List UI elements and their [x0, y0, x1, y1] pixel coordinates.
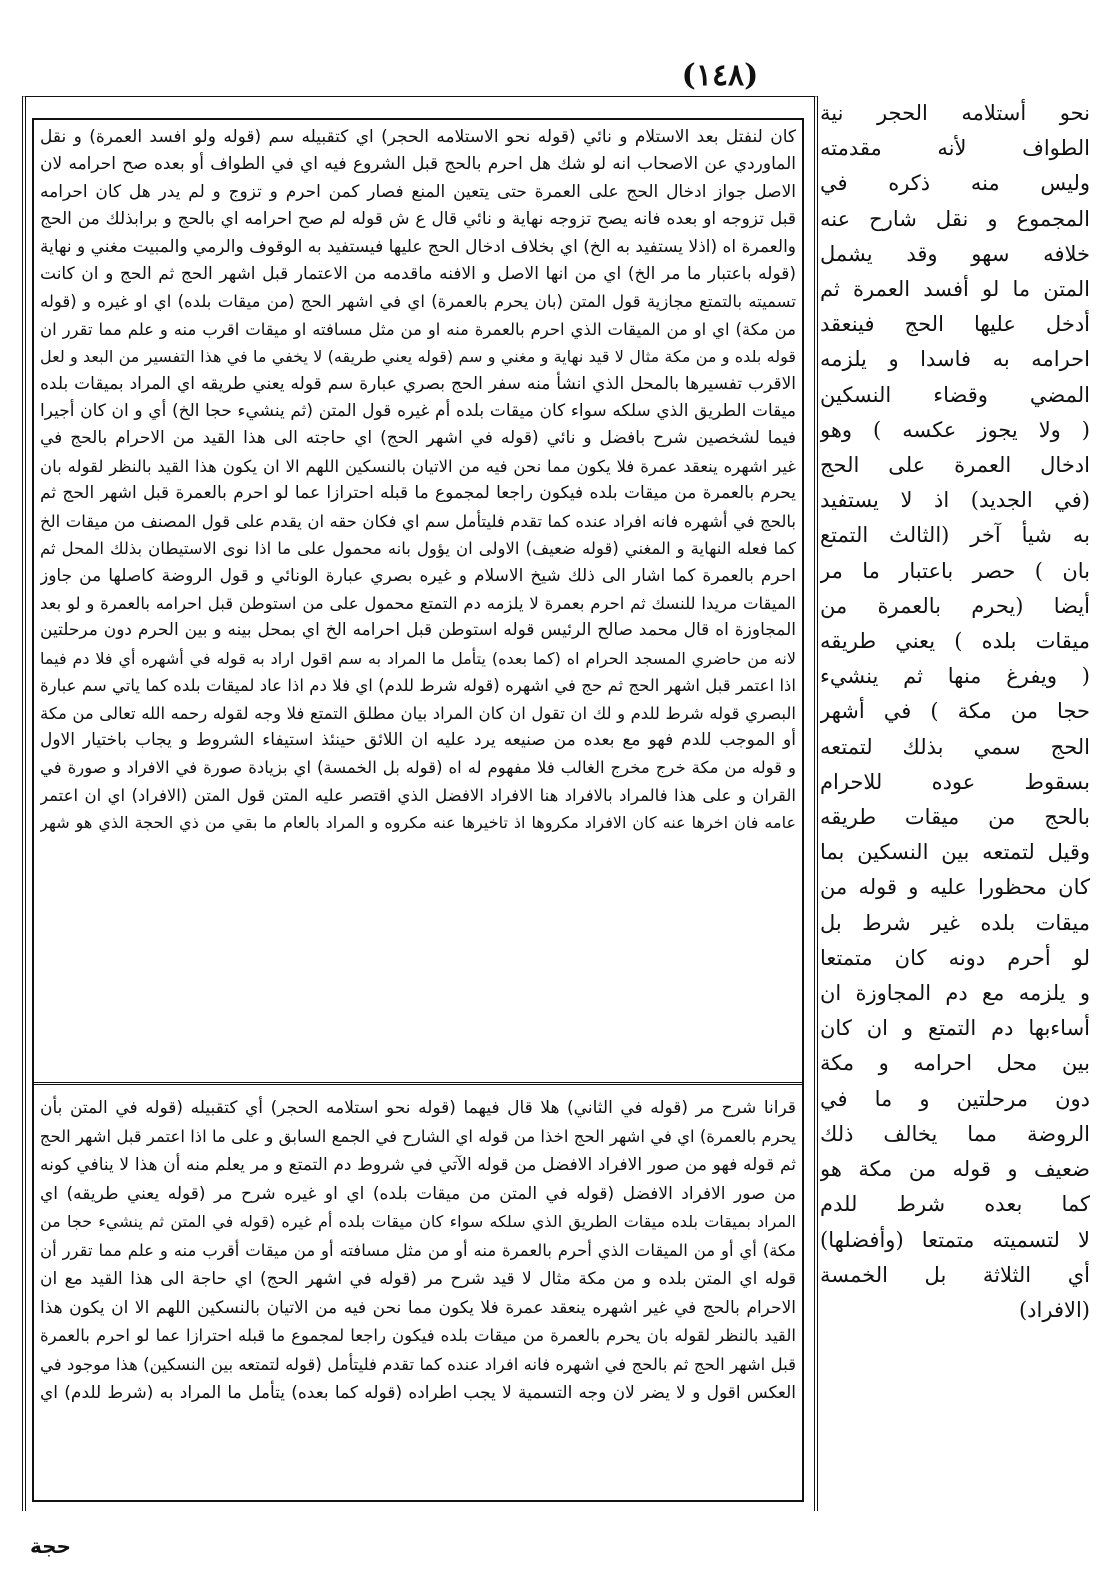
margin-text-line: (في الجديد) اذ لا يستفيد	[820, 488, 1090, 513]
main-text-line: تسميته بالتمتع مجازية قول المتن (بان يحرم بالعمرة) اي في اشهر الحج (من ميقات بلده) اي او غيره و (قوله	[40, 292, 796, 312]
main-text-line: المجاوزة اه قال محمد صالح الرئيس قوله استوطن قبل احرامه الخ اي بمحل بينه و بين الحرم دون مرحلتين	[40, 620, 796, 641]
main-text-line: الاقرب تفسيرها بالمحل الذي انشأ منه سفر الحج بصري عبارة سم قوله يعني طريقه اي المراد بميقات بلده	[40, 373, 796, 394]
footnote-divider	[32, 1082, 804, 1085]
footnote-text-line: قبل اشهر الحج ثم بالحج في اشهره فانه افراد عنده كما تقدم فليتأمل (قوله لتمتعه بين النسكين) هذا موجود في	[40, 1354, 796, 1374]
main-text-line: الميقات مريدا للنسك ثم احرم بعمرة لا يلزمه دم التمتع محمول على من استوطن قبل احرامه بالعمرة و لو بعد	[40, 593, 796, 613]
main-text-line: من مكة) اي او من الميقات الذي احرم بالعمرة منه او من مثل مسافته او ميقات اقرب منه و علم مما تقرر ان	[40, 319, 796, 339]
footnote-commentary	[40, 1094, 796, 1494]
main-text-line: البصري قوله شرط للدم و لك ان تقول ان كان المراد بيان مطلق التمتع فلا وجه لقوله رحمه الله تعالى من مكة	[40, 703, 796, 723]
main-text-line: والعمرة اه (اذلا يستفيد به الخ) اي بخلاف ادخال الحج عليها فيستفيد به الوقوف والرمي والمبيت مغني و نهاية	[40, 236, 796, 257]
margin-text-line: لو أحرم دونه كان متمتعا	[820, 945, 1090, 970]
margin-text-line: بين محل احرامه و مكة	[820, 1051, 1090, 1076]
footnote-text-line: العكس اقول و لا يضر لان وجه التسمية لا يجب اطراده (قوله كما بعده) يتأمل ما المراد به (شرط للدم) اي	[40, 1383, 796, 1403]
main-text-line: أو الموجب للدم فهو مع بعده من صنيعه يرد عليه ان اللائق حينئذ استيفاء الشروط و يجاب باختيار الاول	[40, 729, 796, 750]
margin-text-line: احرامه به فاسدا و يلزمه	[820, 347, 1090, 372]
main-text-line: الماوردي عن الاصحاب انه لو شك هل احرم بالحج قبل الشروع فيه اي في الطواف أو بعده صح احرامه لان	[40, 154, 796, 175]
margin-text-line: الروضة مما يخالف ذلك	[820, 1121, 1090, 1146]
margin-text-line: ( ولا يجوز عكسه ) وهو	[820, 417, 1090, 442]
footnote-text-line: يحرم بالعمرة) اي في اشهر الحج اخذا من قوله اي الشارح في الجمع السابق و على ما اذا اعتمر قبل اشهر الحج	[40, 1126, 796, 1146]
margin-text-line: المضي وقضاء النسكين	[820, 382, 1090, 407]
margin-text-line: نحو أستلامه الحجر نية	[820, 101, 1090, 125]
footnote-text-line: من صور الافراد الافضل (قوله في المتن من ميقات بلده) اي او غيره شرح مر (قوله يعني طريقه) اي	[40, 1183, 796, 1204]
footnote-text-line: مكة) أي أو من الميقات الذي أحرم بالعمرة منه أو من مثل مسافته أو من ميقات أقرب منه و علم مما تقرر أن	[40, 1240, 796, 1260]
margin-text-line: كان محظورا عليه و قوله من	[820, 875, 1090, 900]
footnote-text-line: القيد بالنظر لقوله بان يحرم بالعمرة من ميقات بلده فيكون راجعا لمجموع ما قبله احترازا عما لو احرم بالعمرة	[40, 1326, 796, 1345]
main-text-line: لانه من حاضري المسجد الحرام اه (كما بعده) يتأمل ما المراد به سم اقول اراد به قوله في أشهره أي فلا دم فيما	[40, 648, 796, 668]
margin-text-line: أيضا (يحرم بالعمرة من	[820, 593, 1090, 618]
margin-text-line: ادخال العمرة على الحج	[820, 453, 1090, 478]
margin-text-line: بان ) حصر باعتبار ما مر	[820, 558, 1090, 583]
margin-text-line: المجموع و نقل شارح عنه	[820, 206, 1090, 231]
main-text-line: القران و على هذا فالمراد بالافراد هنا الافراد الافضل الذي اقتصر عليه المتن قول المتن (الافراد) اي ان اعتمر	[40, 785, 796, 805]
main-commentary	[40, 124, 796, 1080]
margin-text-line: أي الثلاثة بل الخمسة	[820, 1262, 1090, 1287]
main-text-line: احرم بالعمرة كما اشار الى ذلك شيخ الاسلام و غيره بصري عبارة الونائي و قول الروضة كاصلها من جاوز	[40, 565, 796, 586]
margin-text-line: أساءبها دم التمتع و ان كان	[820, 1016, 1090, 1041]
margin-text-line: ميقات بلده ) يعني طريقه	[820, 629, 1090, 654]
main-text-line: غير اشهره ينعقد عمرة فلا يكون مما نحن فيه من الاتيان بالنسكين اللهم الا ان يكون هذا القيد بالنظر لقوله بان	[40, 456, 796, 476]
margin-text-line: وقيل لتمتعه بين النسكين بما	[820, 840, 1090, 865]
margin-text-line: الطواف لأنه مقدمته	[820, 136, 1090, 161]
margin-text-line: وليس منه ذكره في	[820, 171, 1090, 196]
footnote-text-line: قوله اي المتن بلده و من مكة مثال لا قيد شرح مر (قوله في اشهر الحج) اي حاجة الى هذا القيد مع ان	[40, 1269, 796, 1289]
page-number: (١٤٨)	[681, 58, 759, 93]
main-text-line: كان لنفتل بعد الاستلام و نائي (قوله نحو الاستلامه الحجر) اي كتقبيله سم (قوله ولو افسد العمرة) و نقل	[40, 127, 796, 147]
footnote-text-line: المراد بميقات بلده ميقات الطريق الذي سلكه سواء كان ميقات بلده أم غيره (قوله في المتن ثم ينشيء حجا من	[40, 1212, 796, 1231]
margin-text-line: كما بعده شرط للدم	[820, 1192, 1090, 1217]
margin-text-line: أدخل عليها الحج فينعقد	[820, 312, 1090, 337]
footnote-text-line: قرانا شرح مر (قوله في الثاني) هلا قال فيهما (قوله نحو استلامه الحجر) أي كتقبيله (قوله في المتن بأن	[40, 1098, 796, 1118]
main-text-line: الاصل جواز ادخال الحج على العمرة حتى يتعين المنع فصار كمن احرم و تزوج و لم يدر هل كان احرامه	[40, 181, 796, 202]
margin-text-line: ضعيف و قوله من مكة هو	[820, 1157, 1090, 1182]
margin-text	[820, 96, 1090, 1516]
margin-text-line: دون مرحلتين و ما في	[820, 1086, 1090, 1111]
margin-text-line: المتن ما لو أفسد العمرة ثم	[820, 277, 1090, 302]
main-text-line: ميقات الطريق الذي سلكه سواء كان ميقات بلده أم غيره قول المتن (ثم ينشيء حجا الخ) أي و ان كان أجيرا	[40, 401, 796, 422]
main-text-line: عامه فان اخرها عنه كان الافراد مكروها اذ تاخيرها عنه مكروه و المراد بالعام ما بقي من ذي الحجة الذي هو شهر	[40, 813, 796, 833]
main-text-line: (قوله باعتبار ما مر الخ) اي من انها الاصل و الافنه ماقدمه من الاعتمار قبل اشهر الحج ثم الحج و ان كانت	[40, 264, 796, 285]
main-text-line: يحرم بالعمرة من ميقات بلده فيكون راجعا لمجموع ما قبله احترازا عما لو احرم بالعمرة قبل اشهر الحج ثم	[40, 483, 796, 504]
footnote-text-line: ثم قوله فهو من صور الافراد الافضل من قوله الآتي في شروط دم التمتع و مر يعلم منه أن هذا لا ينافي كونه	[40, 1155, 796, 1175]
main-text-line: بالحج في أشهره فانه افراد عنده كما تقدم فليتأمل سم اي فكان حقه ان يقدم على قول المصنف من ميقات الخ	[40, 511, 796, 531]
margin-text-line: بسقوط عوده للاحرام	[820, 769, 1090, 794]
main-text-line: فيما لشخصين شرح بافضل و نائي (قوله في اشهر الحج) اي حاجته الى هذا القيد من الاحرام بالحج في	[40, 428, 796, 449]
margin-text-line: (الافراد)	[1018, 1297, 1090, 1322]
margin-text-line: حجا من مكة ) في أشهر	[820, 699, 1090, 724]
main-text-line: كما فعله النهاية و المغني (قوله ضعيف) الاولى ان يؤول بانه محمول على ما اذا نوى الاستيطان بذلك المحل ثم	[40, 539, 796, 559]
margin-text-line: ( ويفرغ منها ثم ينشيء	[820, 664, 1090, 689]
margin-text-line: خلافه سهو وقد يشمل	[820, 241, 1090, 266]
footnote-text-line: الاحرام بالحج في غير اشهره ينعقد عمرة فلا يكون مما نحن فيه من الاتيان بالنسكين اللهم الا ان يكون هذا	[40, 1297, 796, 1318]
catchword: حجة	[30, 1534, 71, 1558]
margin-text-line: و يلزمه مع دم المجاوزة ان	[820, 981, 1090, 1006]
margin-text-line: ميقات بلده غير شرط بل	[820, 910, 1090, 935]
main-text-line: اذا اعتمر قبل اشهر الحج ثم حج في اشهره (قوله شرط للدم) اي فلا دم اذا عاد لميقات بلده كما ياتي سم عبارة	[40, 676, 796, 696]
margin-text-line: به شيأ آخر (الثالث التمتع	[820, 523, 1090, 548]
main-text-line: قوله بلده و من مكة مثال لا قيد نهاية و مغني و سم (قوله يعني طريقه) لا يخفي ما في هذا التفسير من البعد و لعل	[40, 347, 796, 367]
margin-text-line: لا لتسميته متمتعا (وأفضلها)	[820, 1227, 1090, 1252]
margin-text-line: الحج سمي بذلك لتمتعه	[820, 734, 1090, 759]
main-text-line: و قوله من مكة خرج مخرج الغالب فلا مفهوم له اه (قوله بل الخمسة) اي بزيادة صورة في الافراد و صورة في	[40, 758, 796, 778]
main-text-line: قبل تزوجه او بعده فانه يصح تزوجه نهاية و نائي قال ع ش قوله لم صح احرامه اي بالحج و برابذلك من الحج	[40, 209, 796, 230]
margin-text-line: بالحج من ميقات طريقه	[820, 805, 1090, 830]
